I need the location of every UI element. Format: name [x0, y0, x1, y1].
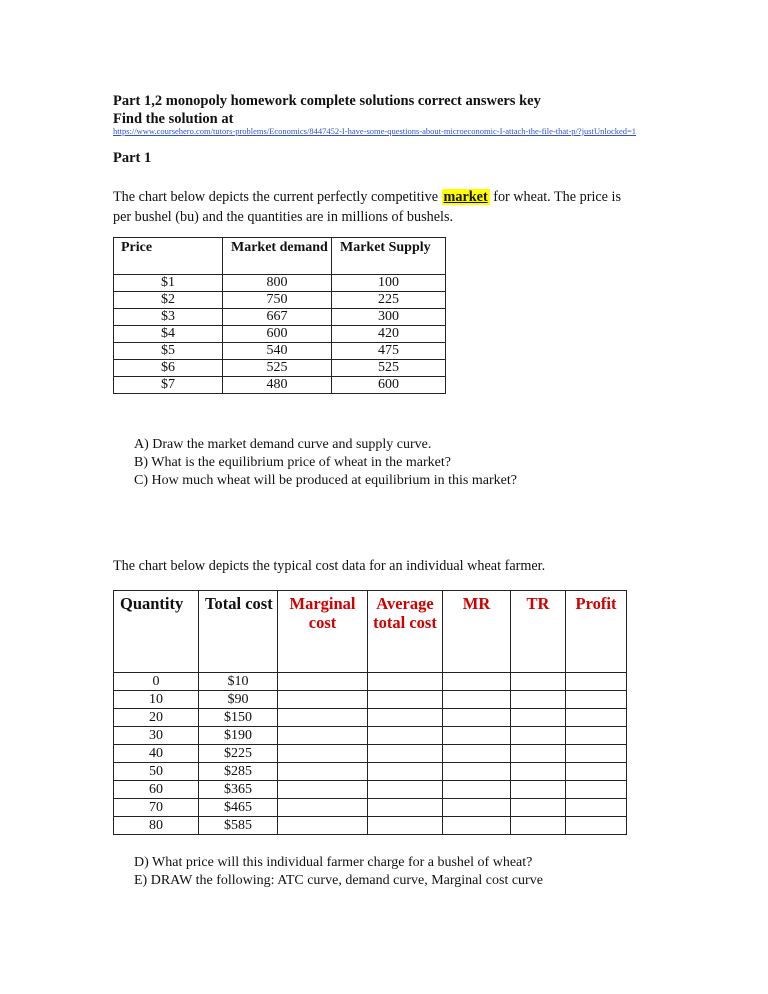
empty-cell: [511, 763, 566, 781]
quantity-cell: 70: [114, 799, 199, 817]
question-c: C) How much wheat will be produced at equilibrium in this market?: [134, 473, 517, 488]
empty-cell: [566, 709, 627, 727]
question-a: A) Draw the market demand curve and supply curve.: [134, 437, 432, 452]
table-row: [114, 691, 627, 709]
empty-cell: [368, 763, 443, 781]
total-cost-cell: $90: [199, 691, 278, 709]
empty-cell: [566, 799, 627, 817]
intro-line-2: per bushel (bu) and the quantities are in millions of bushels.: [113, 209, 454, 225]
empty-cell: [443, 817, 511, 835]
empty-cell: [511, 709, 566, 727]
empty-cell: [368, 727, 443, 745]
supply-cell: 420: [332, 326, 446, 343]
title-line-1: Part 1,2 monopoly homework complete solutions correct answers key: [113, 93, 541, 109]
market-link[interactable]: market: [443, 189, 488, 205]
empty-cell: [368, 799, 443, 817]
part1-heading: Part 1: [113, 150, 152, 166]
empty-cell: [443, 691, 511, 709]
header-tr: TR: [511, 591, 566, 673]
header-profit: Profit: [566, 591, 627, 673]
empty-cell: [566, 745, 627, 763]
table-row: [114, 343, 446, 360]
quantity-cell: 60: [114, 781, 199, 799]
empty-cell: [368, 691, 443, 709]
solution-link[interactable]: https://www.coursehero.com/tutors-problems/Economics/8447452-I-have-some-questions-about-microeconomic-I-attach-the-file-that-p/?justUnlocked=1: [113, 126, 637, 136]
empty-cell: [511, 817, 566, 835]
demand-cell: 600: [223, 326, 332, 343]
questions-part-a: [134, 436, 517, 490]
empty-cell: [278, 709, 368, 727]
empty-cell: [566, 673, 627, 691]
header-total-cost: Total cost: [199, 591, 278, 673]
empty-cell: [511, 745, 566, 763]
header-average-total-cost: Average total cost: [368, 591, 443, 673]
empty-cell: [278, 673, 368, 691]
price-cell: $1: [114, 275, 223, 292]
header-marginal-cost: Marginal cost: [278, 591, 368, 673]
empty-cell: [368, 745, 443, 763]
empty-cell: [368, 817, 443, 835]
total-cost-cell: $365: [199, 781, 278, 799]
table-row: [114, 275, 446, 292]
question-d: D) What price will this individual farmer charge for a bushel of wheat?: [134, 855, 533, 870]
empty-cell: [368, 709, 443, 727]
question-e: E) DRAW the following: ATC curve, demand curve, Marginal cost curve: [134, 873, 543, 888]
supply-cell: 100: [332, 275, 446, 292]
header-price: Price: [114, 238, 223, 275]
table-row: [114, 292, 446, 309]
title-line-2: Find the solution at: [113, 111, 234, 127]
total-cost-cell: $225: [199, 745, 278, 763]
header-mr: MR: [443, 591, 511, 673]
document-title: [113, 92, 541, 128]
table-row: [114, 745, 627, 763]
empty-cell: [278, 781, 368, 799]
empty-cell: [511, 781, 566, 799]
table-row: [114, 377, 446, 394]
quantity-cell: 20: [114, 709, 199, 727]
header-market-demand: Market demand: [223, 238, 332, 275]
total-cost-cell: $150: [199, 709, 278, 727]
empty-cell: [443, 781, 511, 799]
demand-cell: 800: [223, 275, 332, 292]
table-row: [114, 781, 627, 799]
table-row: [114, 817, 627, 835]
demand-cell: 525: [223, 360, 332, 377]
cost-table-header: [114, 591, 627, 673]
supply-cell: 225: [332, 292, 446, 309]
price-cell: $7: [114, 377, 223, 394]
table-row: [114, 326, 446, 343]
quantity-cell: 50: [114, 763, 199, 781]
price-cell: $3: [114, 309, 223, 326]
questions-part-d: [134, 854, 543, 890]
empty-cell: [443, 727, 511, 745]
empty-cell: [443, 763, 511, 781]
price-cell: $2: [114, 292, 223, 309]
empty-cell: [443, 709, 511, 727]
quantity-cell: 0: [114, 673, 199, 691]
supply-cell: 600: [332, 377, 446, 394]
table-row: [114, 727, 627, 745]
empty-cell: [278, 817, 368, 835]
quantity-cell: 80: [114, 817, 199, 835]
table-row: [114, 763, 627, 781]
table-row: [114, 673, 627, 691]
empty-cell: [511, 799, 566, 817]
total-cost-cell: $585: [199, 817, 278, 835]
demand-cell: 750: [223, 292, 332, 309]
question-b: B) What is the equilibrium price of wheat in the market?: [134, 455, 451, 470]
total-cost-cell: $190: [199, 727, 278, 745]
table-row: [114, 709, 627, 727]
header-quantity: Quantity: [114, 591, 199, 673]
empty-cell: [511, 673, 566, 691]
empty-cell: [566, 691, 627, 709]
total-cost-cell: $465: [199, 799, 278, 817]
quantity-cell: 30: [114, 727, 199, 745]
empty-cell: [368, 673, 443, 691]
quantity-cell: 10: [114, 691, 199, 709]
intro-line-1: [113, 187, 621, 207]
empty-cell: [566, 763, 627, 781]
supply-cell: 300: [332, 309, 446, 326]
cost-table: [113, 590, 627, 835]
empty-cell: [566, 727, 627, 745]
empty-cell: [566, 817, 627, 835]
part1-intro: [113, 187, 621, 227]
empty-cell: [278, 763, 368, 781]
quantity-cell: 40: [114, 745, 199, 763]
header-market-supply: Market Supply: [332, 238, 446, 275]
demand-cell: 540: [223, 343, 332, 360]
empty-cell: [511, 727, 566, 745]
empty-cell: [443, 673, 511, 691]
market-table: [113, 237, 446, 394]
empty-cell: [278, 745, 368, 763]
cost-intro: The chart below depicts the typical cost data for an individual wheat farmer.: [113, 558, 546, 574]
market-table-header: [114, 238, 446, 275]
total-cost-cell: $10: [199, 673, 278, 691]
price-cell: $6: [114, 360, 223, 377]
empty-cell: [278, 727, 368, 745]
demand-cell: 480: [223, 377, 332, 394]
total-cost-cell: $285: [199, 763, 278, 781]
empty-cell: [368, 781, 443, 799]
table-row: [114, 360, 446, 377]
price-cell: $4: [114, 326, 223, 343]
table-row: [114, 799, 627, 817]
price-cell: $5: [114, 343, 223, 360]
intro-text-after: for wheat. The price is: [493, 189, 621, 205]
supply-cell: 475: [332, 343, 446, 360]
demand-cell: 667: [223, 309, 332, 326]
empty-cell: [443, 745, 511, 763]
empty-cell: [511, 691, 566, 709]
intro-text-before: The chart below depicts the current perfectly competitive: [113, 189, 438, 205]
empty-cell: [278, 691, 368, 709]
empty-cell: [566, 781, 627, 799]
table-row: [114, 309, 446, 326]
empty-cell: [443, 799, 511, 817]
empty-cell: [278, 799, 368, 817]
supply-cell: 525: [332, 360, 446, 377]
